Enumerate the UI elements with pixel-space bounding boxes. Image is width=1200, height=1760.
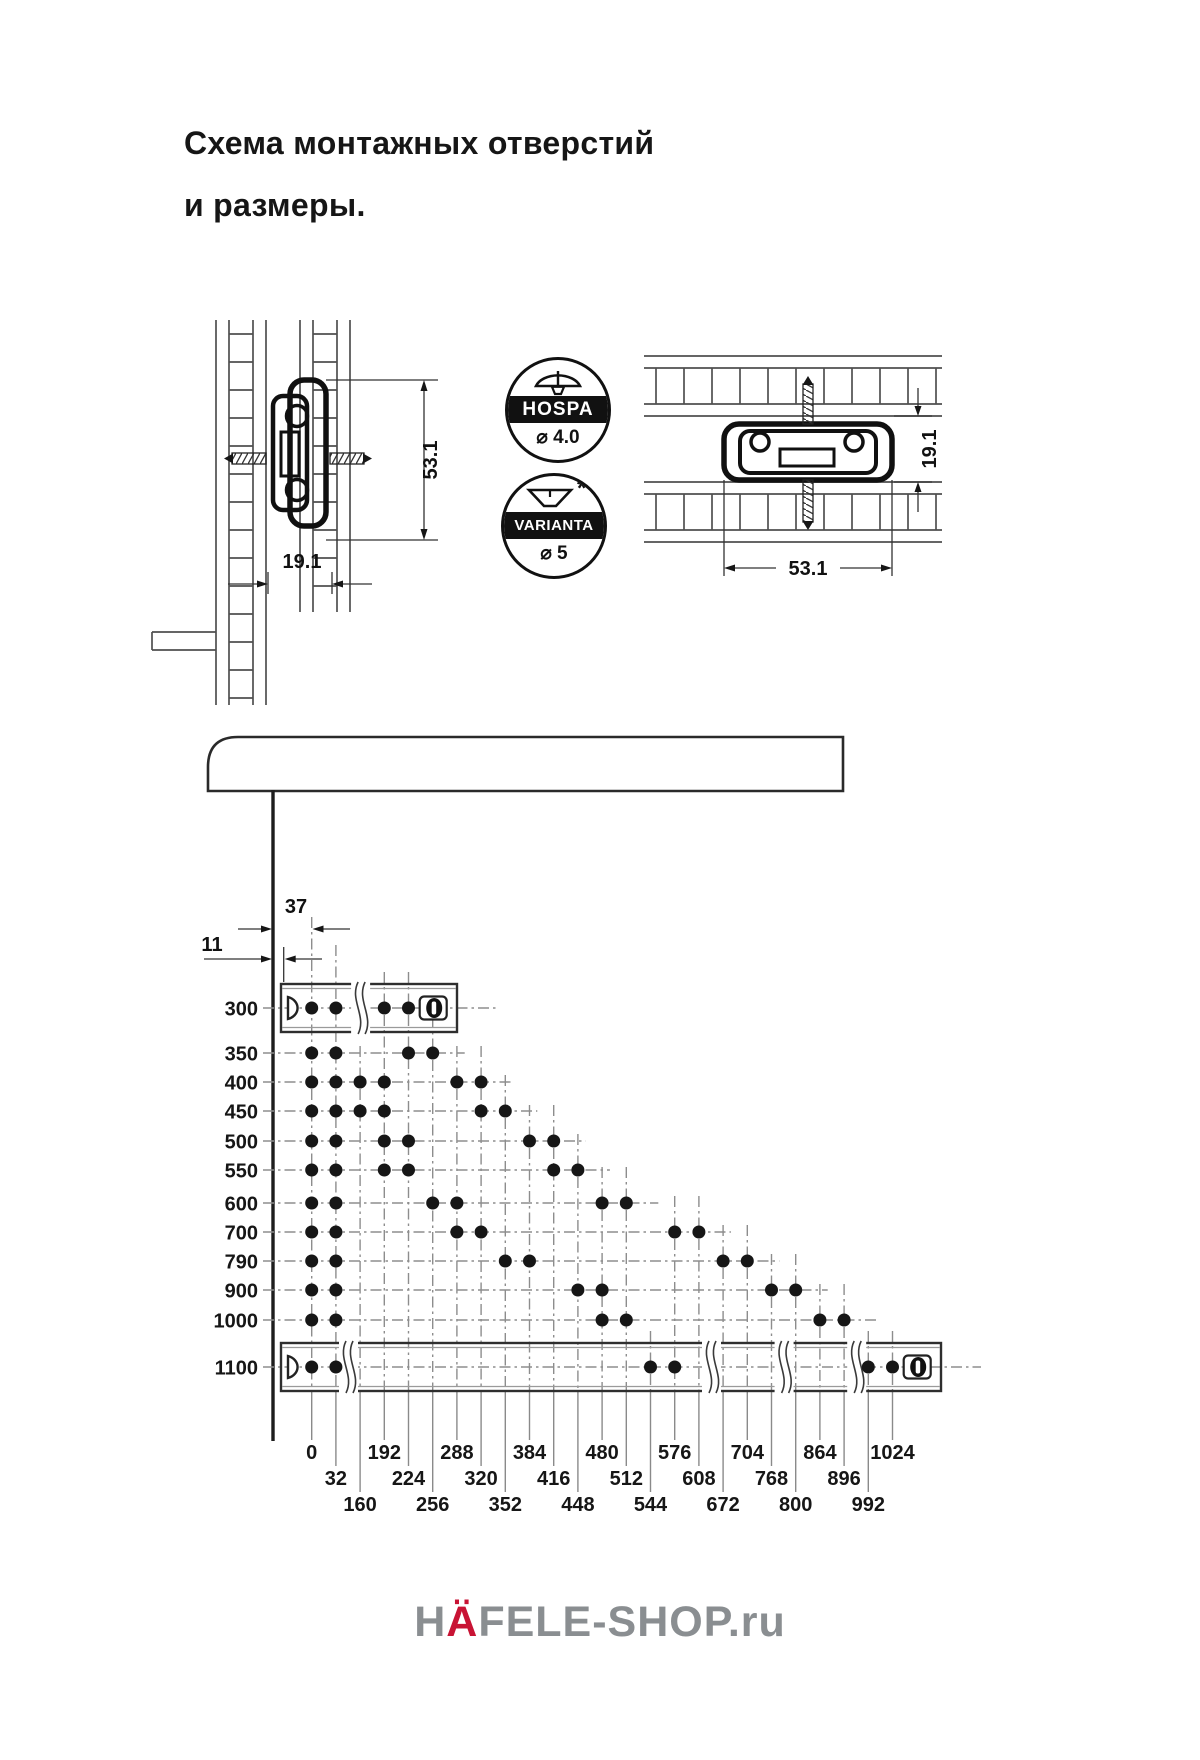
x-axis-label: 992 — [851, 1494, 885, 1516]
hole-row-900 — [225, 1281, 828, 1303]
badge-brand-label: HOSPA — [508, 396, 608, 423]
x-axis-label: 672 — [706, 1494, 740, 1516]
mounting-hole — [329, 1076, 342, 1089]
x-axis-label: 576 — [658, 1442, 692, 1464]
mounting-hole — [305, 1105, 318, 1118]
mounting-hole — [402, 1047, 415, 1060]
logo-letter-a-umlaut: Ä — [446, 1598, 479, 1646]
hole-column-416 — [537, 1105, 570, 1490]
x-axis-label: 416 — [537, 1468, 571, 1490]
mounting-hole — [305, 1197, 318, 1210]
mounting-hole — [305, 1002, 318, 1015]
mounting-hole — [354, 1105, 367, 1118]
mounting-hole — [329, 1135, 342, 1148]
mounting-hole — [571, 1164, 584, 1177]
mounting-hole — [329, 1002, 342, 1015]
mounting-hole — [402, 1135, 415, 1148]
x-axis-label: 704 — [730, 1442, 764, 1464]
hole-grid — [214, 917, 982, 1516]
mounting-hole — [329, 1361, 342, 1374]
hole-row-350 — [225, 1044, 465, 1066]
front-d-slot — [288, 1356, 298, 1378]
mounting-hole — [329, 1197, 342, 1210]
mounting-hole — [741, 1255, 754, 1268]
mounting-hole — [450, 1197, 463, 1210]
row-length-label: 1000 — [213, 1310, 258, 1333]
row-length-label: 550 — [224, 1160, 258, 1183]
mounting-hole — [862, 1361, 875, 1374]
row-length-label: 400 — [224, 1072, 258, 1095]
x-axis-label: 384 — [512, 1442, 547, 1464]
mounting-hole — [305, 1314, 318, 1327]
title-line-1: Схема монтажных отверстий — [184, 125, 655, 161]
mounting-hole — [354, 1076, 367, 1089]
mounting-hole — [305, 1047, 318, 1060]
mounting-hole — [378, 1135, 391, 1148]
mounting-hole — [475, 1105, 488, 1118]
mounting-hole — [596, 1284, 609, 1297]
hole-row-1000 — [214, 1311, 877, 1333]
badge-brand-label: VARIANTA — [504, 512, 604, 539]
hole-row-700 — [225, 1223, 731, 1245]
mounting-hole — [329, 1164, 342, 1177]
mounting-hole — [499, 1255, 512, 1268]
x-axis-label: 768 — [754, 1468, 789, 1490]
dim-first-hole-offset — [238, 896, 350, 933]
mounting-hole — [329, 1255, 342, 1268]
mounting-hole — [378, 1164, 391, 1177]
x-axis-label: 352 — [488, 1494, 522, 1516]
mounting-hole — [475, 1076, 488, 1089]
x-axis-label: 800 — [779, 1494, 813, 1516]
mounting-hole — [402, 1164, 415, 1177]
mounting-hole — [305, 1076, 318, 1089]
mounting-hole — [329, 1105, 342, 1118]
hole-row-400 — [225, 1073, 513, 1095]
mounting-hole — [571, 1284, 584, 1297]
row-length-label: 790 — [224, 1251, 258, 1274]
badge-size-label: ⌀ 5 — [540, 543, 568, 564]
mounting-hole — [596, 1197, 609, 1210]
mounting-hole — [813, 1314, 826, 1327]
hole-column-0 — [306, 917, 317, 1464]
mounting-hole — [838, 1314, 851, 1327]
mounting-hole — [765, 1284, 778, 1297]
mounting-hole — [305, 1255, 318, 1268]
hole-row-300 — [225, 982, 497, 1034]
x-axis-label: 544 — [633, 1494, 668, 1516]
row-length-label: 350 — [224, 1043, 258, 1066]
hole-row-500 — [225, 1132, 586, 1154]
dim-label-53-1: 53.1 — [788, 558, 828, 580]
mounting-hole — [378, 1002, 391, 1015]
x-axis-label: 512 — [609, 1468, 643, 1490]
mounting-hole — [668, 1361, 681, 1374]
row-length-label: 300 — [224, 998, 258, 1021]
mounting-hole — [305, 1361, 318, 1374]
x-axis-label: 448 — [561, 1494, 595, 1516]
mounting-hole — [886, 1361, 899, 1374]
front-d-slot — [288, 997, 298, 1019]
row-length-label: 700 — [224, 1222, 258, 1245]
logo-tld: .ru — [727, 1598, 786, 1646]
x-axis-label: 1024 — [870, 1442, 915, 1464]
mounting-hole — [305, 1226, 318, 1239]
mounting-hole — [305, 1284, 318, 1297]
mounting-hole — [426, 1047, 439, 1060]
row-length-label: 500 — [224, 1131, 258, 1154]
dim-front-offset — [201, 934, 322, 982]
mounting-hole — [547, 1135, 560, 1148]
hole-column-288 — [440, 1046, 473, 1464]
dim-label-53-1: 53.1 — [420, 440, 442, 480]
dim-label-19-1: 19.1 — [919, 429, 941, 469]
row-length-label: 1100 — [214, 1357, 258, 1380]
mounting-hole — [305, 1164, 318, 1177]
hole-row-790 — [225, 1252, 780, 1274]
mounting-hole — [547, 1164, 560, 1177]
hole-column-1024 — [870, 1331, 915, 1464]
mounting-hole — [329, 1284, 342, 1297]
mounting-hole — [717, 1255, 730, 1268]
asterisk-note: * — [577, 475, 587, 502]
x-axis-label: 320 — [464, 1468, 498, 1490]
x-axis-label: 480 — [585, 1442, 619, 1464]
hole-column-384 — [513, 1105, 547, 1464]
mounting-hole — [620, 1314, 633, 1327]
x-axis-label: 256 — [416, 1494, 450, 1516]
x-axis-label: 896 — [827, 1468, 861, 1490]
mounting-hole — [329, 1047, 342, 1060]
shop-logo[interactable] — [0, 1598, 1200, 1647]
mounting-hole — [329, 1226, 342, 1239]
mounting-hole — [378, 1076, 391, 1089]
mounting-hole — [692, 1226, 705, 1239]
mounting-hole — [378, 1105, 391, 1118]
row-length-label: 600 — [224, 1193, 258, 1216]
mounting-hole — [450, 1076, 463, 1089]
row-length-label: 450 — [224, 1101, 258, 1124]
mounting-hole — [305, 1135, 318, 1148]
mounting-hole — [596, 1314, 609, 1327]
x-axis-label: 224 — [391, 1468, 426, 1490]
mounting-hole — [450, 1226, 463, 1239]
mounting-hole — [668, 1226, 681, 1239]
mounting-hole — [523, 1255, 536, 1268]
hole-row-600 — [225, 1194, 659, 1216]
mounting-hole — [523, 1135, 536, 1148]
mounting-hole — [329, 1314, 342, 1327]
row-length-label: 900 — [224, 1280, 258, 1303]
x-axis-label: 32 — [324, 1468, 348, 1490]
mounting-hole — [402, 1002, 415, 1015]
mounting-hole — [620, 1197, 633, 1210]
x-axis-label: 288 — [440, 1442, 474, 1464]
mounting-hole — [475, 1226, 488, 1239]
cabinet-front-panel — [208, 737, 843, 791]
x-axis-label: 160 — [343, 1494, 377, 1516]
x-axis-label: 608 — [682, 1468, 716, 1490]
hole-row-1100 — [215, 1341, 981, 1393]
title-line-2: и размеры. — [184, 187, 366, 223]
x-axis-label: 192 — [367, 1442, 401, 1464]
logo-letter-h: H — [414, 1598, 447, 1646]
x-axis-label: 864 — [803, 1442, 837, 1464]
badge-size-label: ⌀ 4.0 — [536, 427, 580, 448]
dim-label-11: 11 — [201, 934, 223, 956]
hole-row-550 — [225, 1161, 610, 1183]
mounting-hole — [644, 1361, 657, 1374]
logo-rest: FELE-SHOP — [478, 1598, 728, 1646]
hole-column-864 — [803, 1284, 837, 1464]
hole-column-32 — [325, 945, 347, 1490]
mounting-hole — [499, 1105, 512, 1118]
dim-label-37: 37 — [284, 896, 308, 918]
dim-label-19-1: 19.1 — [282, 551, 322, 573]
mounting-hole — [789, 1284, 802, 1297]
mounting-hole — [426, 1197, 439, 1210]
x-axis-label: 0 — [306, 1442, 318, 1464]
